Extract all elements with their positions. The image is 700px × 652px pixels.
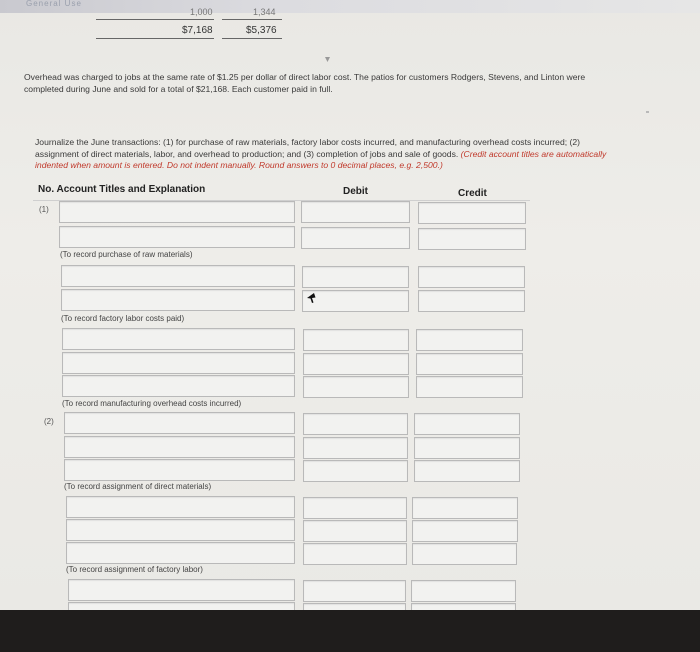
total-double-rule-2 bbox=[222, 38, 282, 39]
debit-input[interactable] bbox=[303, 376, 409, 398]
credit-input[interactable] bbox=[418, 202, 526, 224]
credit-input[interactable] bbox=[411, 580, 516, 602]
account-title-input[interactable] bbox=[61, 289, 295, 311]
account-title-input[interactable] bbox=[62, 328, 295, 350]
problem-intro bbox=[24, 72, 664, 95]
tab-label[interactable]: General Use bbox=[26, 0, 82, 8]
previous-total-1: 1,000 bbox=[190, 7, 213, 17]
memo-raw-materials: (To record purchase of raw materials) bbox=[60, 250, 193, 259]
account-title-input[interactable] bbox=[64, 459, 295, 481]
debit-input[interactable] bbox=[301, 201, 410, 223]
debit-input[interactable] bbox=[303, 437, 408, 459]
debit-input[interactable] bbox=[303, 413, 408, 435]
debit-input[interactable] bbox=[302, 290, 409, 312]
credit-input[interactable] bbox=[416, 353, 523, 375]
credit-input[interactable] bbox=[412, 497, 518, 519]
account-title-input[interactable] bbox=[59, 226, 295, 248]
intro-line-2: completed during June and sold for a total of $21,168. Each customer paid in full. bbox=[24, 83, 333, 94]
entry-number-2: (2) bbox=[44, 417, 54, 426]
debit-input[interactable] bbox=[303, 543, 407, 565]
entry-number-1: (1) bbox=[39, 205, 49, 214]
debit-input[interactable] bbox=[303, 520, 407, 542]
instructions-line-2: assignment of direct materials, labor, and overhead to production; and (3) completion of jobs and sale of goods. (Credit account titles are automatically bbox=[35, 148, 607, 159]
memo-manufacturing-overhead: (To record manufacturing overhead costs incurred) bbox=[62, 399, 242, 408]
header-debit: Debit bbox=[343, 186, 368, 197]
account-title-input[interactable] bbox=[66, 542, 295, 564]
credit-input[interactable] bbox=[414, 413, 520, 435]
credit-input[interactable] bbox=[414, 460, 520, 482]
account-title-input[interactable] bbox=[66, 519, 295, 541]
account-title-input[interactable] bbox=[62, 375, 295, 397]
scroll-marker bbox=[646, 111, 649, 113]
dropdown-dot-icon bbox=[325, 57, 330, 62]
debit-input[interactable] bbox=[303, 329, 409, 351]
debit-input[interactable] bbox=[303, 460, 408, 482]
total-rule-1 bbox=[96, 19, 214, 20]
account-title-input[interactable] bbox=[64, 436, 295, 458]
account-title-input[interactable] bbox=[59, 201, 295, 223]
account-title-input[interactable] bbox=[68, 579, 295, 601]
account-title-input[interactable] bbox=[62, 352, 295, 374]
account-title-input[interactable] bbox=[64, 412, 295, 434]
total-rule-2 bbox=[222, 19, 282, 20]
credit-input[interactable] bbox=[418, 228, 526, 250]
total-value-1: $7,168 bbox=[182, 25, 213, 36]
memo-direct-materials: (To record assignment of direct materials) bbox=[64, 482, 212, 491]
account-title-input[interactable] bbox=[61, 265, 295, 287]
header-credit: Credit bbox=[458, 188, 487, 199]
credit-input[interactable] bbox=[412, 543, 517, 565]
mouse-pointer-icon bbox=[306, 292, 316, 304]
debit-input[interactable] bbox=[301, 227, 410, 249]
browser-top-bar bbox=[0, 0, 700, 13]
instructions bbox=[35, 137, 675, 172]
header-account-titles: No. Account Titles and Explanation bbox=[38, 184, 206, 195]
instructions-line-3: indented when amount is entered. Do not indent manually. Round answers to 0 decimal places, e.g. 2,500.) bbox=[35, 160, 443, 170]
memo-factory-labor-assignment: (To record assignment of factory labor) bbox=[66, 565, 203, 574]
credit-input[interactable] bbox=[411, 603, 516, 610]
debit-input[interactable] bbox=[303, 497, 407, 519]
credit-input[interactable] bbox=[416, 376, 523, 398]
memo-factory-labor: (To record factory labor costs paid) bbox=[61, 314, 185, 323]
credit-input[interactable] bbox=[414, 437, 520, 459]
account-title-input[interactable] bbox=[66, 496, 295, 518]
account-title-input[interactable] bbox=[68, 602, 295, 610]
debit-input[interactable] bbox=[303, 603, 406, 610]
credit-input[interactable] bbox=[418, 266, 525, 288]
instructions-line-1: Journalize the June transactions: (1) for purchase of raw materials, factory labor costs incurred, and manufacturing overhead costs incurred; (2) bbox=[35, 137, 581, 147]
debit-input[interactable] bbox=[302, 266, 409, 288]
debit-input[interactable] bbox=[303, 580, 406, 602]
previous-total-2: 1,344 bbox=[253, 7, 276, 17]
debit-input[interactable] bbox=[303, 353, 409, 375]
total-value-2: $5,376 bbox=[246, 25, 277, 36]
total-double-rule-1 bbox=[96, 38, 214, 39]
credit-input[interactable] bbox=[412, 520, 518, 542]
credit-input[interactable] bbox=[416, 329, 523, 351]
intro-line-1: Overhead was charged to jobs at the same rate of $1.25 per dollar of direct labor cost. The patios for customers Rodgers, Stevens, and Linton were bbox=[24, 72, 586, 82]
credit-input[interactable] bbox=[418, 290, 525, 312]
